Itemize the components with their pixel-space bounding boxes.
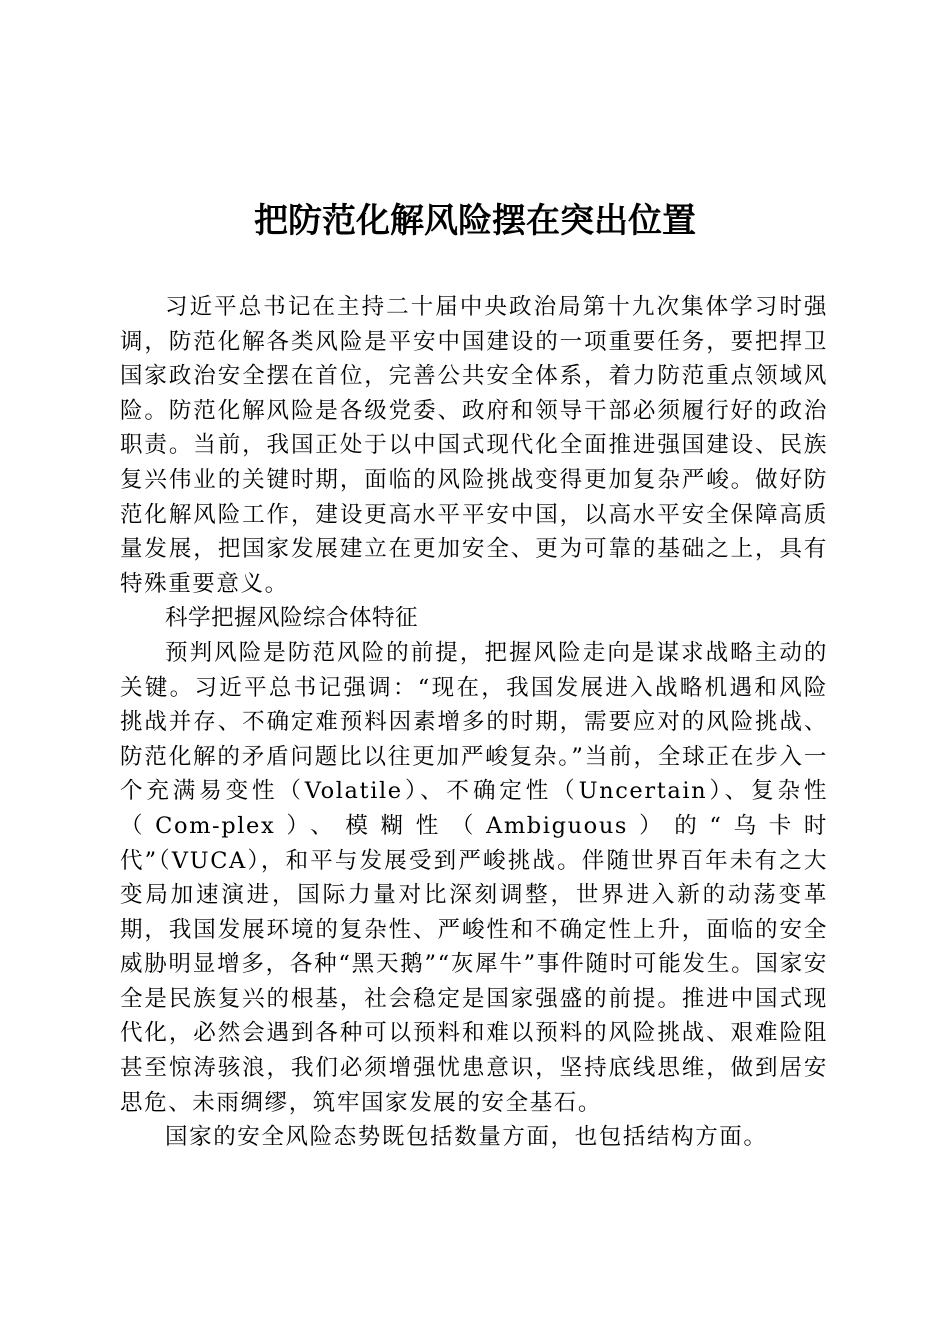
section-heading: 科学把握风险综合体特征 <box>165 605 419 632</box>
section-paragraph: 国家的安全风险态势既包括数量方面，也包括结构方面。 <box>165 1124 768 1151</box>
intro-paragraph: 习近平总书记在主持二十届中央政治局第十九次集体学习时强调，防范化解各类风险是平安中国建设的一项重要任务，要把捍卫国家政治安全摆在首位，完善公共安全体系，着力防范重点领域风险。防范化解风险是各级党委、政府和领导干部必须履行好的政治职责。当前，我国正处于以中国式现代化全面推进强国建设、民族复兴伟业的关键时期，面临的风险挑战变得更加复杂严峻。做好防范化解风险工作，建设更高水平平安中国，以高水平安全保障高质量发展，把国家发展建立在更加安全、更为可靠的基础之上，具有特殊重要意义。 <box>120 294 828 597</box>
section-paragraph: 预判风险是防范风险的前提，把握风险走向是谋求战略主动的关键。习近平总书记强调：“现在，我国发展进入战略机遇和风险挑战并存、不确定难预料因素增多的时期，需要应对的风险挑战、防范化解的矛盾问题比以往更加严峻复杂。”当前，全球正在步入一个充满易变性（Volatile）、不确定性（Uncertain）、复杂性（Com-plex）、模糊性（Ambiguous）的“乌卡时代”（VUCA），和平与发展受到严峻挑战。伴随世界百年未有之大变局加速演进，国际力量对比深刻调整，世界进入新的动荡变革期，我国发展环境的复杂性、严峻性和不确定性上升，面临的安全威胁明显增多，各种“黑天鹅”“灰犀牛”事件随时可能发生。国家安全是民族复兴的根基，社会稳定是国家强盛的前提。推进中国式现代化，必然会遇到各种可以预料和难以预料的风险挑战、艰难险阻甚至惊涛骇浪，我们必须增强忧患意识，坚持底线思维，做到居安思危、未雨绸缪，筑牢国家发展的安全基石。 <box>120 639 828 1116</box>
document-title: 把防范化解风险摆在突出位置 <box>254 201 696 241</box>
document-body <box>120 290 828 1155</box>
